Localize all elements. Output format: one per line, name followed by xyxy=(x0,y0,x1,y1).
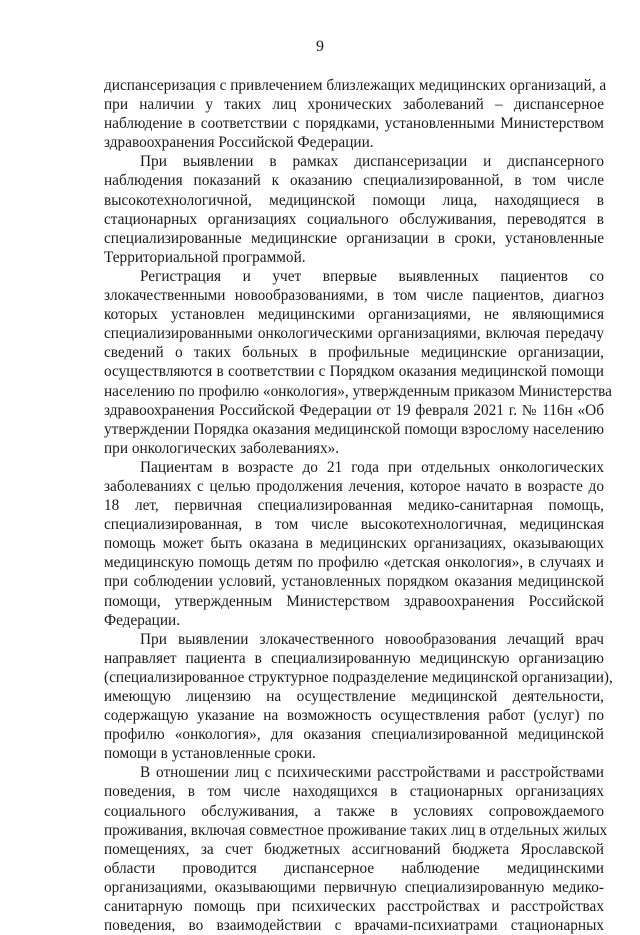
text-line: 18 лет, первичная специализированная медико-санитарная помощь, xyxy=(104,497,604,515)
text-line: сведений о таких больных в профильные медицинские организации, xyxy=(104,344,604,362)
text-line: профилю «онкология», для оказания специализированной медицинской xyxy=(104,726,604,744)
text-line: при соблюдении условий, установленных порядком оказания медицинской xyxy=(104,573,604,591)
text-line: (специализированное структурное подразделение медицинской организации), xyxy=(104,668,613,686)
text-line: санитарную помощь при психических расстройствах и расстройствах xyxy=(104,898,604,916)
text-line: высокотехнологичной, медицинской помощи лица, находящиеся в xyxy=(104,191,604,209)
text-line: поведения, в том числе находящихся в стационарных организациях xyxy=(104,783,604,801)
text-line: имеющую лицензию на осуществление медицинской деятельности, xyxy=(104,688,604,705)
text-line: здравоохранения Российской Федерации. xyxy=(104,134,374,152)
paragraph xyxy=(104,76,607,152)
text-line: Регистрация и учет впервые выявленных пациентов со xyxy=(140,267,604,285)
paragraph xyxy=(104,458,604,630)
text-line: здравоохранения Российской Федерации от 19 февраля 2021 г. № 116н «Об xyxy=(104,401,604,419)
text-line: помощи, утвержденным Министерством здравоохранения Российской xyxy=(104,592,604,610)
text-line: Территориальной программой. xyxy=(104,248,306,266)
text-line: Пациентам в возрасте до 21 года при отдельных онкологических xyxy=(140,458,604,476)
text-line: злокачественными новообразованиями, в том числе пациентов, диагноз xyxy=(104,287,604,305)
text-line: заболеваниях с целью продолжения лечения, которое начато в возрасте до xyxy=(104,477,604,495)
text-line: специализированные медицинские организации в сроки, установленные xyxy=(104,229,604,247)
text-line: направляет пациента в специализированную медицинскую организацию xyxy=(104,649,604,667)
text-line: При выявлении злокачественного новообразования лечащий врач xyxy=(140,630,604,648)
text-line: Федерации. xyxy=(104,611,181,629)
text-line: организациями, оказывающими первичную специализированную медико- xyxy=(104,878,604,896)
text-line: При выявлении в рамках диспансеризации и диспансерного xyxy=(140,153,604,171)
text-line: наблюдение в соответствии с порядками, установленными Министерством xyxy=(104,115,604,133)
text-line: стационарных организациях социального обслуживания, переводятся в xyxy=(104,210,604,228)
text-line: содержащую указание на возможность осуществления работ (услуг) по xyxy=(104,707,604,725)
text-line: медицинскую помощь детям по профилю «детская онкология», в случаях и xyxy=(104,554,604,572)
text-line: помощи в установленные сроки. xyxy=(104,745,316,763)
text-line: помещениях, за счет бюджетных ассигнований бюджета Ярославской xyxy=(104,840,604,858)
paragraph xyxy=(104,763,608,935)
text-line: проживания, включая совместное проживание таких лиц в отдельных жилых xyxy=(104,821,608,839)
text-line: специализированная, в том числе высокотехнологичная, медицинская xyxy=(104,516,604,534)
text-line: осуществляются в соответствии с Порядком оказания медицинской помощи xyxy=(104,363,604,381)
text-line: специализированными онкологическими организациями, включая передачу xyxy=(104,325,604,343)
text-line: социального обслуживания, а также в условиях сопровождаемого xyxy=(104,802,604,820)
text-line: которых установлен медицинскими организациями, не являющимися xyxy=(104,306,604,324)
text-line: диспансеризация с привлечением близлежащих медицинских организаций, а xyxy=(104,77,607,94)
paragraph xyxy=(104,630,613,764)
document-body xyxy=(104,76,613,935)
text-line: поведения, во взаимодействии с врачами-психиатрами стационарных xyxy=(104,917,604,935)
paragraph xyxy=(104,267,612,458)
text-line: В отношении лиц с психическими расстройствами и расстройствами xyxy=(140,764,604,782)
text-line: помощь может быть оказана в медицинских организациях, оказывающих xyxy=(104,535,604,553)
text-line: при онкологических заболеваниях». xyxy=(104,439,340,457)
text-line: населению по профилю «онкология», утвержденным приказом Министерства xyxy=(104,382,612,400)
text-line: наблюдения показаний к оказанию специализированной, в том числе xyxy=(104,172,604,190)
page-number: 9 xyxy=(316,38,324,55)
text-line: при наличии у таких лиц хронических заболеваний – диспансерное xyxy=(104,96,604,114)
text-line: области проводится диспансерное наблюдение медицинскими xyxy=(104,859,604,877)
paragraph xyxy=(104,152,604,267)
text-line: утверждении Порядка оказания медицинской помощи взрослому населению xyxy=(104,420,604,438)
